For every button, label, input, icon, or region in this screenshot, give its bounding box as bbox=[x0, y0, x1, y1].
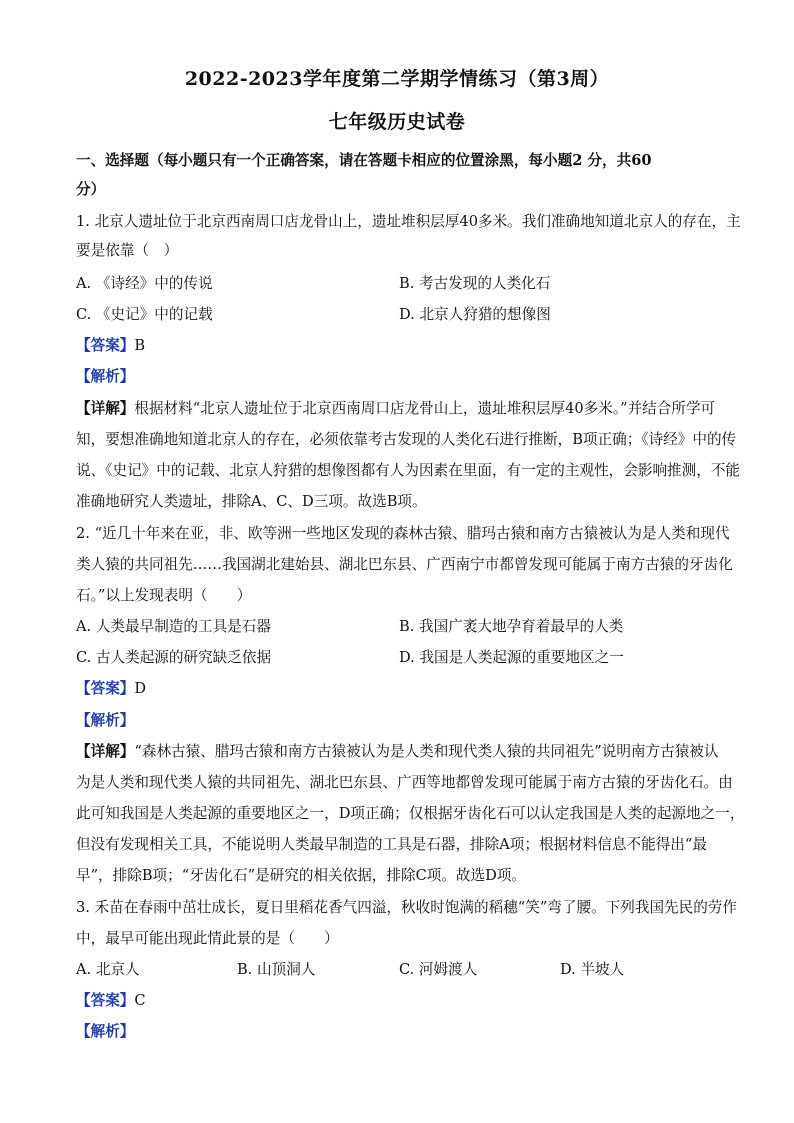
q3-option-a: A. 北京人 bbox=[76, 961, 140, 978]
answer-value: D bbox=[134, 680, 147, 697]
q1-option-c: C. 《史记》中的记载 bbox=[76, 306, 213, 323]
q2-stem-line2: 类人猿的共同祖先……我国湖北建始县、湖北巴东县、广西南宁市都曾发现可能属于南方古猿的牙齿化 bbox=[76, 556, 733, 573]
q1-analysis-tag: 【解析】 bbox=[76, 368, 135, 385]
q2-analysis-tag: 【解析】 bbox=[76, 712, 135, 729]
q3-analysis-tag: 【解析】 bbox=[76, 1023, 135, 1040]
q2-option-d: D. 我国是人类起源的重要地区之一 bbox=[399, 649, 624, 666]
answer-tag: 【答案】 bbox=[76, 337, 135, 354]
q2-detail-line2: 为是人类和现代类人猿的共同祖先、湖北巴东县、广西等地都曾发现可能属于南方古猿的牙齿化石。由 bbox=[76, 774, 733, 791]
section-heading-line1: 一、选择题（每小题只有一个正确答案，请在答题卡相应的位置涂黑，每小题2 分，共60 bbox=[76, 152, 652, 169]
q1-detail-line3: 说、《史记》中的记载、北京人狩猎的想像图都有人为因素在里面，有一定的主观性，会影响推测，不能 bbox=[76, 462, 741, 479]
detail-tag: 【详解】 bbox=[76, 400, 135, 417]
detail-text: “森林古猿、腊玛古猿和南方古猿被认为是人类和现代类人猿的共同祖先”说明南方古猿被认 bbox=[134, 743, 719, 760]
q2-stem-line3: 石。”以上发现表明（ ） bbox=[76, 587, 252, 604]
q2-detail-line5: 早”，排除B项；“牙齿化石”是研究的相关依据，排除C项。故选D项。 bbox=[76, 867, 527, 884]
answer-tag: 【答案】 bbox=[76, 992, 135, 1009]
q3-option-d: D. 半坡人 bbox=[560, 961, 625, 978]
q3-stem-line1: 3. 禾苗在春雨中茁壮成长，夏日里稻花香气四溢，秋收时饱满的稻穗“笑”弯了腰。下列我国先民的劳作 bbox=[76, 899, 738, 916]
q2-option-c: C. 古人类起源的研究缺乏依据 bbox=[76, 649, 272, 666]
section-heading-line2: 分） bbox=[76, 181, 106, 198]
q3-option-b: B. 山顶洞人 bbox=[237, 961, 316, 978]
q2-option-a: A. 人类最早制造的工具是石器 bbox=[76, 618, 271, 635]
detail-text: 根据材料“北京人遗址位于北京西南周口店龙骨山上，遗址堆积层厚40多米。”并结合所学可 bbox=[134, 400, 716, 417]
q1-detail-line2: 知，要想准确地知道北京人的存在，必须依靠考古发现的人类化石进行推断，B项正确；《诗经》中的传 bbox=[76, 431, 737, 448]
q2-detail-line3: 此可知我国是人类起源的重要地区之一，D项正确；仅根据牙齿化石可以认定我国是人类的起源地之一， bbox=[76, 805, 745, 822]
document-subtitle: 七年级历史试卷 bbox=[328, 111, 466, 133]
q1-stem-line1: 1. 北京人遗址位于北京西南周口店龙骨山上，遗址堆积层厚40多米。我们准确地知道北京人的存在，主 bbox=[76, 213, 741, 230]
q1-option-b: B. 考古发现的人类化石 bbox=[399, 275, 551, 292]
q2-option-b: B. 我国广袤大地孕育着最早的人类 bbox=[399, 618, 624, 635]
q2-stem-line1: 2. “近几十年来在亚，非、欧等洲一些地区发现的森林古猿、腊玛古猿和南方古猿被认为是人类和现代 bbox=[76, 525, 730, 542]
q3-option-c: C. 河姆渡人 bbox=[399, 961, 478, 978]
q1-stem-line2: 要是依靠（ ） bbox=[76, 242, 179, 259]
q1-detail-line4: 准确地研究人类遗址，排除A、C、D三项。故选B项。 bbox=[76, 493, 427, 510]
q1-option-a: A. 《诗经》中的传说 bbox=[76, 275, 213, 292]
q1-detail-line1 bbox=[76, 397, 715, 418]
detail-tag: 【详解】 bbox=[76, 743, 135, 760]
answer-tag: 【答案】 bbox=[76, 680, 135, 697]
q1-answer bbox=[76, 334, 145, 355]
q1-option-d: D. 北京人狩猎的想像图 bbox=[399, 306, 551, 323]
q2-detail-line4: 但没有发现相关工具，不能说明人类最早制造的工具是石器，排除A项；根据材料信息不能得出“最 bbox=[76, 836, 707, 853]
answer-value: C bbox=[134, 992, 146, 1009]
q3-answer bbox=[76, 989, 146, 1010]
answer-value: B bbox=[134, 337, 146, 354]
q3-stem-line2: 中，最早可能出现此情此景的是（ ） bbox=[76, 930, 339, 947]
document-title: 2022-2023学年度第二学期学情练习（第3周） bbox=[184, 68, 610, 90]
q2-detail-line1 bbox=[76, 740, 718, 761]
q2-answer bbox=[76, 677, 146, 698]
